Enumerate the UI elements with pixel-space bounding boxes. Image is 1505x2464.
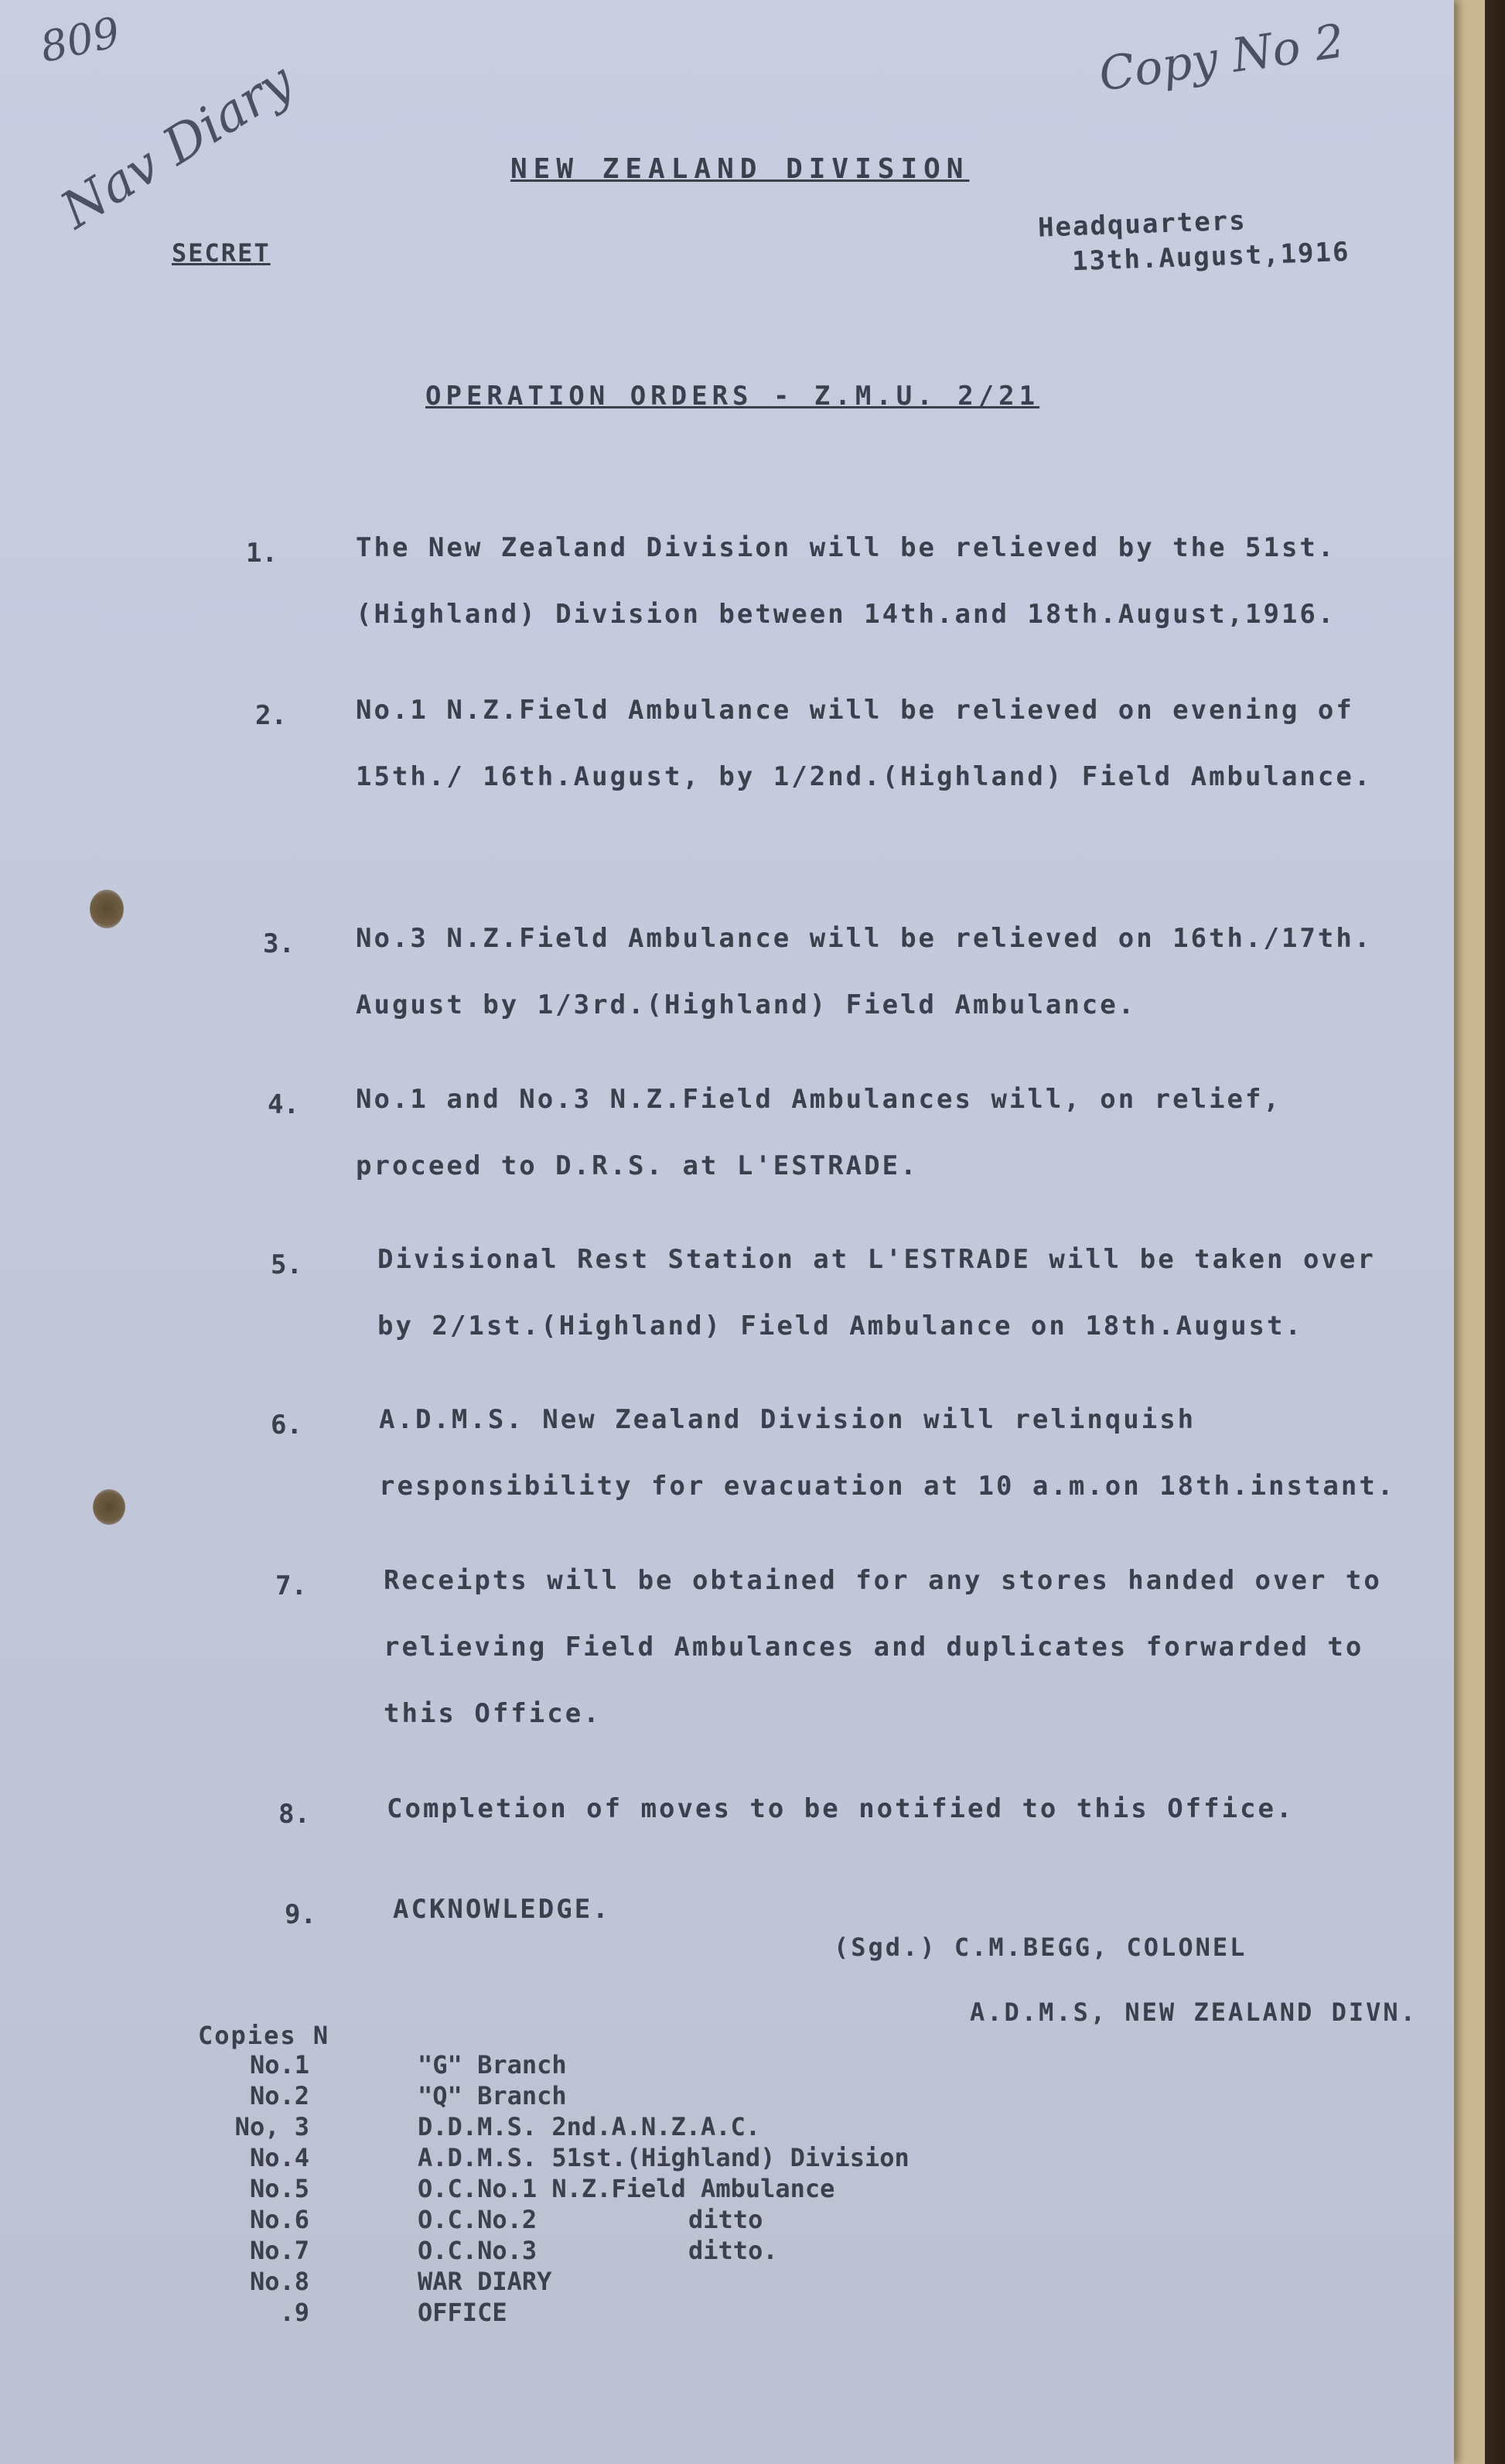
paragraph-number: 2. — [255, 700, 287, 731]
distribution-row — [0, 2050, 1454, 2080]
copy-recipient: O.C.No.3 — [418, 2236, 538, 2265]
signature-title: A.D.M.S, NEW ZEALAND DIVN. — [970, 1998, 1418, 2027]
paragraph-text: ACKNOWLEDGE. — [393, 1894, 611, 1925]
copy-number: No.1 — [249, 2050, 309, 2080]
division-title: NEW ZEALAND DIVISION — [510, 153, 970, 185]
handwritten-number: 809 — [36, 7, 125, 73]
copy-recipient: A.D.M.S. 51st.(Highland) Division — [418, 2143, 909, 2172]
copy-number: .9 — [279, 2298, 309, 2327]
distribution-row — [0, 2174, 1454, 2203]
paragraph-number: 5. — [271, 1249, 302, 1280]
headquarters-label: Headquarters — [1037, 205, 1247, 244]
distribution-heading: Copies N — [198, 2021, 330, 2050]
handwritten-copy-number: Copy No 2 — [1095, 14, 1348, 102]
distribution-row — [0, 2236, 1454, 2265]
distribution-row — [0, 2143, 1454, 2172]
distribution-row — [0, 2205, 1454, 2234]
paragraph-number: 7. — [275, 1570, 307, 1601]
copy-recipient: O.C.No.1 N.Z.Field Ambulance — [418, 2174, 835, 2203]
distribution-row — [0, 2112, 1454, 2141]
paragraph-number: 1. — [246, 538, 278, 569]
copy-number: No.4 — [249, 2143, 309, 2172]
paragraph-text: Divisional Rest Station at L'ESTRADE will be taken over by 2/1st.(Highland) Field Ambulance on 18th.August. — [377, 1244, 1376, 1341]
paragraph-text: Receipts will be obtained for any stores handed over to relieving Field Ambulances and duplicates forwarded to this Office. — [384, 1565, 1382, 1729]
copy-ditto: ditto. — [688, 2236, 778, 2265]
paragraph-number: 3. — [263, 928, 295, 959]
copy-recipient: O.C.No.2 — [418, 2205, 538, 2234]
paragraph-number: 6. — [271, 1410, 302, 1440]
paragraph-text: No.1 N.Z.Field Ambulance will be relieved on evening of 15th./ 16th.August, by 1/2nd.(Highland) Field Ambulance. — [356, 695, 1373, 792]
document-date: 13th.August,1916 — [1071, 236, 1351, 278]
copy-number: No.6 — [249, 2205, 309, 2234]
classification-label: SECRET — [172, 238, 271, 268]
copy-ditto: ditto — [688, 2205, 763, 2234]
distribution-row — [0, 2267, 1454, 2296]
signature-line: (Sgd.) C.M.BEGG, COLONEL — [834, 1933, 1247, 1962]
copy-number: No, 3 — [234, 2112, 309, 2141]
copy-number: No.8 — [249, 2267, 309, 2296]
paragraph-text: The New Zealand Division will be relieved by the 51st. (Highland) Division between 14th.and 18th.August,1916. — [356, 532, 1336, 630]
distribution-row — [0, 2298, 1454, 2327]
copy-number: No.2 — [249, 2081, 309, 2110]
distribution-row — [0, 2081, 1454, 2110]
copy-recipient: D.D.M.S. 2nd.A.N.Z.A.C. — [418, 2112, 761, 2141]
paragraph-number: 4. — [268, 1089, 299, 1120]
copy-recipient: OFFICE — [418, 2298, 507, 2327]
punch-hole-blot — [93, 1489, 125, 1525]
order-title: OPERATION ORDERS - Z.M.U. 2/21 — [425, 381, 1040, 412]
punch-hole-blot — [90, 890, 124, 928]
paragraph-text: Completion of moves to be notified to this Office. — [387, 1793, 1295, 1824]
paragraph-text: No.3 N.Z.Field Ambulance will be relieved on 16th./17th. August by 1/3rd.(Highland) Field Ambulance. — [356, 923, 1373, 1020]
copy-recipient: "G" Branch — [418, 2050, 567, 2080]
copy-number: No.7 — [249, 2236, 309, 2265]
copy-recipient: "Q" Branch — [418, 2081, 567, 2110]
paragraph-text: No.1 and No.3 N.Z.Field Ambulances will, on relief, proceed to D.R.S. at L'ESTRADE. — [356, 1084, 1281, 1181]
paragraph-number: 9. — [285, 1899, 316, 1930]
handwritten-signature: Nav Diary — [50, 51, 304, 241]
copy-number: No.5 — [249, 2174, 309, 2203]
paragraph-text: A.D.M.S. New Zealand Division will relinquish responsibility for evacuation at 10 a.m.on 18th.instant. — [379, 1404, 1396, 1502]
copy-recipient: WAR DIARY — [418, 2267, 552, 2296]
paragraph-number: 8. — [278, 1799, 310, 1830]
